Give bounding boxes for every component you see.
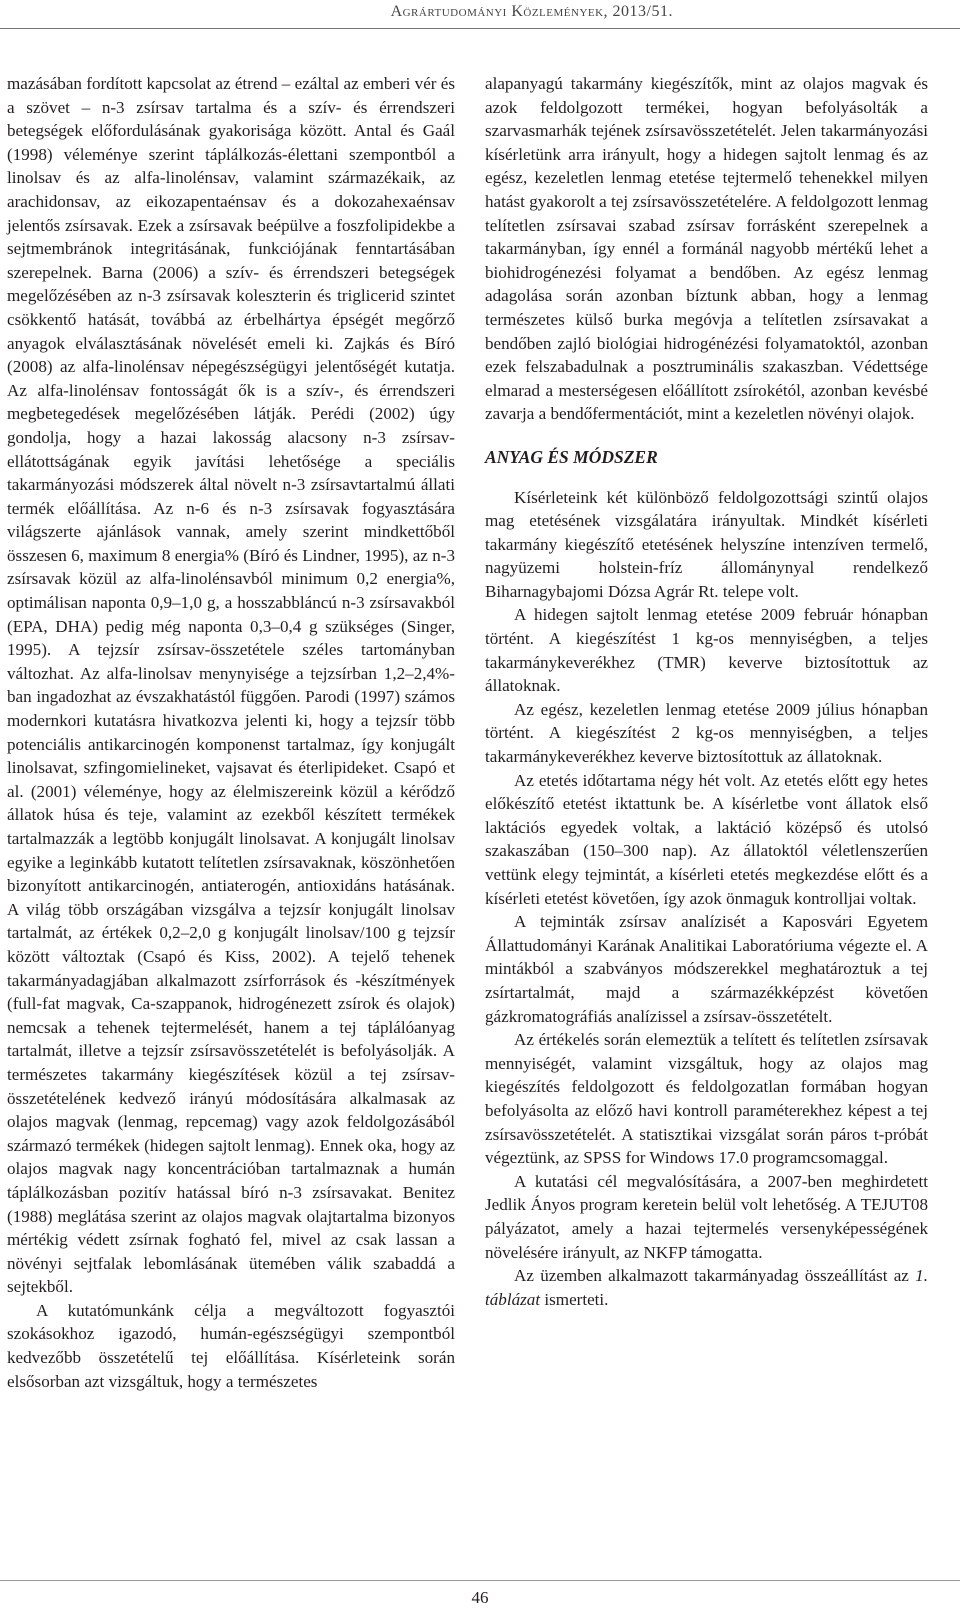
- right-paragraph-7: Az értékelés során elemeztük a telített és telítetlen zsírsavak mennyiségét, valamint vizsgáltuk, hogy az olajos mag kiegészítés feldolgozott és feldolgozatlan formában hogyan befolyásolta az előző havi kontroll paraméterekhez képest a tej zsírsavösszetételét. A statisztikai vizsgálat során páros t-próbát végeztünk, az SPSS for Windows 17.0 programcsomaggal.: [485, 1030, 928, 1168]
- footer-rule: [0, 1580, 960, 1581]
- right-paragraph-8: A kutatási cél megvalósítására, a 2007-ben meghirdetett Jedlik Ányos program keretein belül volt lehetőség. A TEJUT08 pályázatot, amely a hazai tejtermelés versenyképességének növelésére irányult, az NKFP támogatta.: [485, 1171, 928, 1262]
- section-title: ANYAG ÉS MÓDSZER: [485, 446, 658, 467]
- right-paragraph-5: Az etetés időtartama négy hét volt. Az etetés előtt egy hetes előkészítő etetést iktattunk be. A kísérletbe vont állatok első laktációs egyedek voltak, a laktáció középső és utolsó szakaszában (150–300 nap). Az állatoktól véletlenszerűen vettünk elegy tejmintát, a kísérleti etetés megkezdése előtt és a kísérleti etetést követően, így azok önmaguk kontrolljai voltak.: [485, 770, 928, 908]
- p9-text-before: Az üzemben alkalmazott takarmányadag összeállítást az: [514, 1266, 916, 1286]
- right-paragraph-3: A hidegen sajtolt lenmag etetése 2009 február hónapban történt. A kiegészítést 1 kg-os mennyiségben, a teljes takarmánykeverékhez (TMR) keverve biztosítottuk az állatoknak.: [485, 605, 928, 696]
- left-paragraph-2: A kutatómunkánk célja a megváltozott fogyasztói szokásokhoz igazodó, humán-egészségügyi szempontból kedvezőbb összetételű tej előállítása. Kísérleteink során elsősorban azt vizsgáltuk, hogy a természetes: [7, 1300, 455, 1391]
- header-rule: [0, 28, 960, 29]
- right-paragraph-2: Kísérleteink két különböző feldolgozottsági szintű olajos mag etetésének vizsgálatára irányultak. Mindkét kísérleti takarmány kiegészítő etetésének helyszíne intenzíven termelő, nagyüzemi holstein-fríz állománynyal rendelkező Biharnagybajomi Dózsa Agrár Rt. telepe volt.: [485, 487, 928, 601]
- right-paragraph-1: alapanyagú takarmány kiegészítők, mint az olajos magvak és azok feldolgozott termékei, hogyan befolyásolták a szarvasmarhák tejének zsírsavösszetételét. Jelen takarmányozási kísérletünk arra irányult, hogy a hidegen sajtolt lenmag és az egész, kezeletlen lenmag etetése tejtermelő tehenekkel milyen hatást gyakorolt a tej zsírsavösszetételére. A feldolgozott lenmag telítetlen zsírsavai szabad zsírsav forrásként szerepelnek a takarmányban, így ennél a formánál nagyobb mértékű lehet a biohidrogénezési folyamat a bendőben. Az egész lenmag adagolása során azonban bíztunk abban, hogy a lenmag természetes külső burka megóvja a telítetlen zsírsavakat a bendőben zajló biológiai hidrogénézési folyamatoktól, azonban ezek felszabadulnak a posztruminális szakaszban. Védettsége elmarad a mesterségesen előállított zsírokétól, azonban kevésbé zavarja a bendőfermentációt, mint a kezeletlen növényi olajok.: [485, 74, 928, 424]
- left-column: [7, 72, 455, 1393]
- right-paragraph-9: [485, 1264, 928, 1311]
- journal-title: Agrártudományi Közlemények, 2013/51.: [390, 3, 673, 20]
- right-column: [485, 72, 928, 1311]
- left-paragraph-1: mazásában fordított kapcsolat az étrend – ezáltal az emberi vér és a szövet – n-3 zsírsav tartalma és a szív- és érrendszeri betegségek előfordulásának gyakorisága között. Antal és Gaál (1998) véleménye szerint táplálkozás-élettani szempontból a linolsav és az alfa-linolénsav, valamint származékaik, az arachidonsav, az eikozapentaénsav és a dokozahexaénsav jelentős zsírsavak. Ezek a zsírsavak beépülve a foszfolipidekbe a sejtmembránok integritásának, funkciójának fenntartásában szerepelnek. Barna (2006) a szív- és érrendszeri betegségek megelőzésében az n-3 zsírsavak koleszterin és triglicerid szintet csökkentő hatását, továbbá az érbelhártya épségét megőrző anyagok elválasztásának növelését emeli ki. Zajkás és Bíró (2008) az alfa-linolénsav népegészségügyi jelentőségét kutatja. Az alfa-linolénsav fontosságát ők is a szív-, és érrendszeri megbetegedések megelőzésében látják. Perédi (2002) úgy gondolja, hogy a hazai lakosság alacsony n-3 zsírsav-ellátottságának egyik javítási lehetősége a speciális takarmányozási módszerek által növelt n-3 zsírsavtartalmú állati termék előállítása. Az n-6 és n-3 zsírsavak fogyasztására világszerte ajánlások vannak, amely szerint mindkettőből összesen 6, maximum 8 energia% (Bíró és Lindner, 1995), az n-3 zsírsavak közül az alfa-linolénsavból minimum 0,2 energia%, optimálisan naponta 0,9–1,0 g, a hosszabbláncú n-3 zsírsavakból (EPA, DHA) pedig még naponta 0,3–0,4 g szükséges (Singer, 1995). A tejzsír zsírsav-összetétele széles tartományban változhat. Az alfa-linolsav menynyisége a tejzsírban 1,2–2,4%-ban ingadozhat az évszakhatástól függően. Parodi (1997) számos modernkori kutatásra hivatkozva jelenti ki, hogy a tejzsír több potenciális antikarcinogén komponenst tartalmaz, így konjugált linolsavat, szfingomielineket, vajsavat és éterlipideket. Csapó et al. (2001) véleménye, hogy az élelmiszereink közül a kérődző állatok húsa és teje, valamint az ezekből készített termékek tartalmazzák a legtöbb konjugált linolsavat. A konjugált linolsav egyike a leginkább kutatott telítetlen zsírsavaknak, köszönhetően bizonyított antikarcinogén, antiaterogén, antioxidáns hatásának. A világ több országában vizsgálva a tejzsír konjugált linolsav tartalmát, az értékek 0,2–2,0 g konjugált linolsav/100 g tejzsír között változtak (Csapó és Kiss, 2002). A tejelő tehenek takarmányadagjában alkalmazott zsírforrások és -készítmények (full-fat magvak, Ca-szappanok, hidrogénezett zsírok és olajok) nemcsak a tehenek tejtermelését, hanem a tej táplálóanyag tartalmát, illetve a tejzsír zsírsavösszetételét is befolyásolják. A természetes takarmány kiegészítések közül a tej zsírsav-összetételének kedvező irányú módosítására alkalmasak az olajos magvak (lenmag, repcemag) vagy azok feldolgozásából származó termékek (hidegen sajtolt lenmag). Ennek oka, hogy az olajos magvak nagy koncentrációban tartalmaznak a humán táplálkozásban pozitív hatással bíró n-3 zsírsavakat. Benitez (1988) meglátása szerint az olajos magvak olajtartalma bizonyos mértékig védett zsírnak fogható fel, mivel az csak lassan a növényi sejtfalak lebomlásának ütemében válik szabaddá a sejtekből.: [7, 74, 456, 1297]
- right-paragraph-4: Az egész, kezeletlen lenmag etetése 2009 július hónapban történt. A kiegészítést 2 kg-os mennyiségben, a teljes takarmánykeverékhez keverve biztosítottuk az állatoknak.: [485, 699, 928, 767]
- right-paragraph-6: A tejminták zsírsav analízisét a Kaposvári Egyetem Állattudományi Karának Analitikai Laboratóriuma végezte el. A mintákból a szabványos módszerekkel meghatároztuk a tej zsírtartalmát, majd a származékképzést követően gázkromatográfiás analízissel a zsírsav-összetételt.: [485, 912, 928, 1026]
- p9-text-after: ismerteti.: [540, 1289, 609, 1309]
- table-reference: 1. táblázat: [485, 1266, 928, 1309]
- page-number: 46: [471, 1588, 489, 1607]
- running-header: [0, 3, 960, 27]
